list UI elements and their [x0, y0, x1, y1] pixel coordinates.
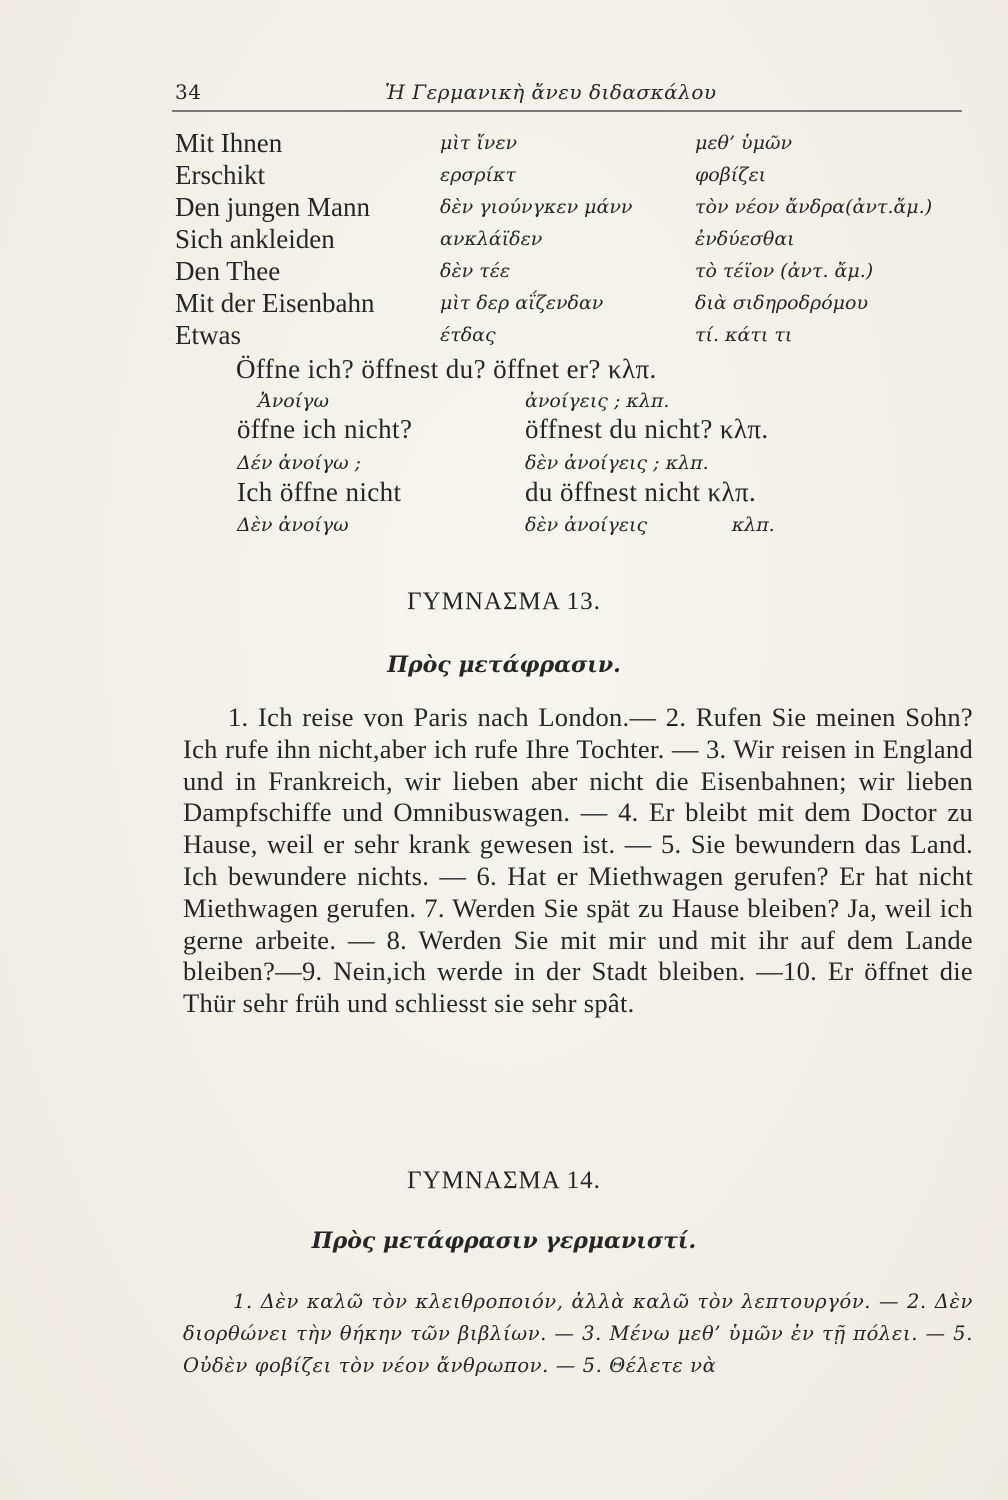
vocab-german: Mit Ihnen: [175, 128, 283, 158]
page-header: [175, 80, 975, 112]
conjugation-left: Ich öffne nicht: [237, 477, 402, 507]
vocab-greek: φοβίζει: [695, 164, 767, 186]
conjugation-right: δὲν ἀνοίγεις κλπ.: [525, 514, 775, 536]
exercise-13-subtitle: Πρὸς μετάφρασιν.: [387, 652, 621, 678]
vocab-row: [0, 160, 1008, 190]
header-rule: [172, 110, 962, 112]
conjugation-row: [0, 508, 1008, 540]
vocab-row: [0, 224, 1008, 254]
vocab-transcription: ανκλάϊδεν: [440, 228, 543, 250]
vocab-german: Den jungen Mann: [175, 192, 370, 222]
conjugation-left: Ἀνοίγω: [258, 390, 330, 412]
vocab-greek: τὸ τέϊον (ἀντ. ἄμ.): [695, 260, 874, 282]
page-number: 34: [175, 80, 202, 104]
exercise-13-text: 1. Ich reise von Paris nach London.— 2. Rufen Sie meinen Sohn?Ich rufe ihn nicht,aber ich rufe Ihre Tochter. — 3. Wir reisen in England und in Frankreich, wir lieben aber nicht die Eisenbahnen; wir lieben Dampfschiffe und Omnibuswagen. — 4. Er bleibt mit dem Doctor zu Hause, weil er sehr krank gewesen ist. — 5. Sie bewundern das Land. Ich bewundere nichts. — 6. Hat er Miethwagen gerufen? Er hat nicht Miethwagen gerufen. 7. Werden Sie spät zu Hause bleiben? Ja, weil ich gerne arbeite. — 8. Werden Sie mit mir und mit ihr auf dem Lande bleiben?—9. Nein,ich werde in der Stadt bleiben. —10. Er öffnet die Thür sehr früh und schliesst sie sehr spât.: [183, 702, 973, 1019]
conjugation-left: Δὲν ἀνοίγω: [237, 514, 349, 536]
vocab-transcription: δὲν γιούνγκεν μάνν: [440, 196, 633, 218]
vocab-transcription: δὲν τέε: [440, 260, 511, 282]
vocab-row: [0, 320, 1008, 350]
vocab-transcription: μὶτ ἴνεν: [440, 132, 518, 154]
vocab-row: [0, 192, 1008, 222]
conjugation-right: δὲν ἀνοίγεις ; κλπ.: [525, 452, 709, 474]
conjugation-row: [0, 384, 1008, 416]
vocab-german: Erschikt: [175, 160, 265, 190]
exercise-13-title: ΓΥΜΝΑΣΜΑ 13.: [407, 588, 601, 615]
exercise-14-text: 1. Δὲν καλῶ τὸν κλειθροποιόν, ἀλλὰ καλῶ τὸν λεπτουργόν. — 2. Δὲν διορθώνει τὴν θήκην τῶν βιβλίων. — 3. Μένω μεθ’ ὑμῶν ἐν τῇ πόλει. — 5. Οὐδὲν φοβίζει τὸν νέον ἄνθρωπον. — 5. Θέλετε νὰ: [183, 1290, 973, 1377]
vocab-german: Etwas: [175, 320, 241, 350]
vocab-transcription: ερσρίκτ: [440, 164, 516, 186]
vocab-german: Mit der Eisenbahn: [175, 288, 375, 318]
vocab-row: [0, 128, 1008, 158]
conjugation-line: [0, 354, 1008, 386]
vocab-greek: μεθ’ ὑμῶν: [695, 132, 793, 154]
running-title: Ἡ Γερμανικὴ ἄνευ διδασκάλου: [385, 80, 717, 104]
conjugation-right: ἀνοίγεις ; κλπ.: [525, 390, 670, 412]
conjugation-row: [0, 414, 1008, 446]
exercise-14-subtitle: Πρὸς μετάφρασιν γερμανιστί.: [311, 1228, 697, 1254]
conjugation-row: [0, 477, 1008, 509]
vocab-german: Den Thee: [175, 256, 281, 286]
vocab-row: [0, 256, 1008, 286]
vocab-transcription: έτδας: [440, 324, 496, 346]
vocab-transcription: μὶτ δερ αΐζενδαν: [440, 292, 604, 314]
conjugation-right: öffnest du nicht? κλπ.: [525, 414, 769, 444]
vocab-greek: τὸν νέον ἄνδρα(ἀντ.ἄμ.): [695, 196, 933, 218]
conjugation-question-forms: Öffne ich? öffnest du? öffnet er? κλπ.: [236, 354, 657, 384]
conjugation-row: [0, 446, 1008, 478]
conjugation-right: du öffnest nicht κλπ.: [525, 477, 757, 507]
vocab-greek: διὰ σιδηροδρόμου: [695, 292, 868, 314]
conjugation-left: Δέν ἀνοίγω ;: [237, 452, 362, 474]
vocab-german: Sich ankleiden: [175, 224, 335, 254]
vocab-row: [0, 288, 1008, 318]
vocab-greek: τί. κάτι τι: [695, 324, 793, 346]
vocab-greek: ἐνδύεσθαι: [695, 228, 795, 250]
conjugation-left: öffne ich nicht?: [237, 414, 413, 444]
exercise-14-title: ΓΥΜΝΑΣΜΑ 14.: [407, 1167, 601, 1194]
